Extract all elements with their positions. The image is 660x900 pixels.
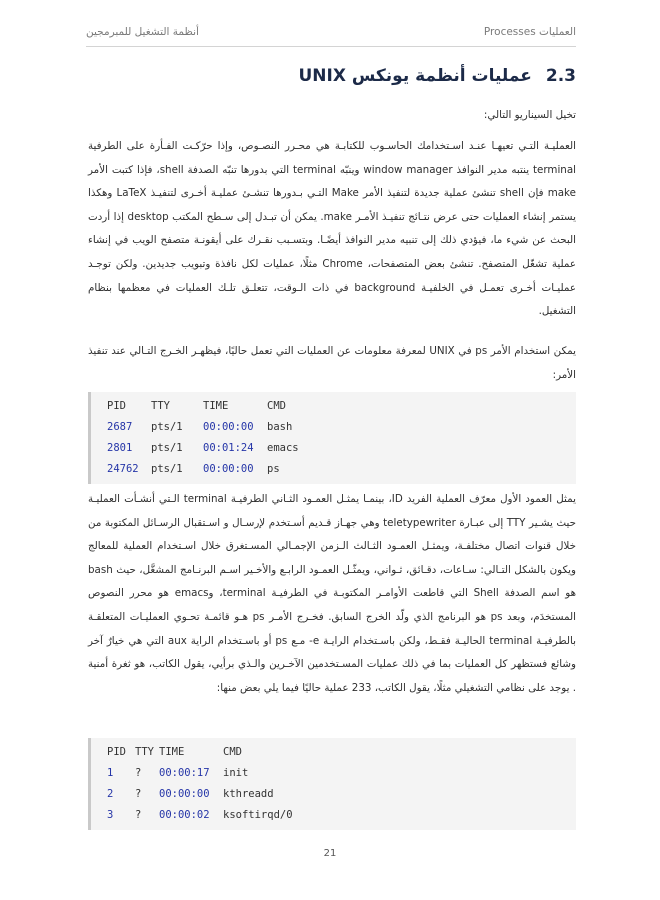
section-title-text: عمليات أنظمة يونكس UNIX <box>298 66 532 86</box>
cell-cmd: kthreadd <box>223 788 274 800</box>
cell-time: 00:00:00 <box>203 463 254 475</box>
col-time: TIME <box>159 746 185 758</box>
paragraph-2: يمكن استخدام الأمر ps في UNIX لمعرفة معلومات عن العمليات التي تعمل حاليًا، فيظهـر الخـرج التـالي عند تنفيذ الأمر: <box>88 345 576 381</box>
cell-tty: pts/1 <box>151 463 183 475</box>
col-pid: PID <box>107 746 126 758</box>
cell-pid: 3 <box>107 809 114 821</box>
col-tty: TTY <box>151 400 170 412</box>
header-chapter: العمليات Processes <box>483 26 576 38</box>
section-title <box>298 66 576 86</box>
cell-time: 00:01:24 <box>203 442 254 454</box>
cell-time: 00:00:17 <box>159 767 210 779</box>
cell-tty: ? <box>135 788 142 800</box>
cell-time: 00:00:02 <box>159 809 210 821</box>
cell-tty: ? <box>135 767 142 779</box>
cell-tty: pts/1 <box>151 421 183 433</box>
cell-cmd: bash <box>267 421 293 433</box>
page-number: 21 <box>323 848 337 859</box>
cell-tty: ? <box>135 809 142 821</box>
col-time: TIME <box>203 400 229 412</box>
code-row <box>91 809 576 829</box>
page-header <box>86 26 576 44</box>
col-pid: PID <box>107 400 126 412</box>
col-tty: TTY <box>135 746 154 758</box>
cell-tty: pts/1 <box>151 442 183 454</box>
code-block-ps-aux <box>88 738 576 830</box>
col-cmd: CMD <box>267 400 286 412</box>
cell-cmd: init <box>223 767 249 779</box>
cell-cmd: ksoftirqd/0 <box>223 809 293 821</box>
code-header-row <box>91 400 576 420</box>
paragraph-1: العمليـة التـي تعيهـا عنـد اسـتخدامك الحاسـوب للكتابـة هي محـرر النصـوص، وإذا حرّكـت الفـأرة على الطرفية terminal ينتبه مدير النوافذ window manager وينبّه terminal التي بدورها تنبّه الصدفة shell، فإذا كتبت الأمر make فإن shell تنشئ عملية جديدة لتنفيذ الأمر Make التـي بـدورها تنشـئ عمليـة أخـرى لتنفيـذ LaTeX وهكذا يستمر إنشاء العمليات حتى عرض نتـائج تنفيـذ الأمـر make. يمكن أن تبـدل إلى سـطح المكتب desktop إذا أردت البحث عن شيء ما، فيؤدي ذلك إلى تنبيه مدير النوافذ أيضًـا. وبتسـبب نقـرك على أيقونـة متصفح الويب في إنشاء عملية تشغّل المتصفح. تنشئ بعض المتصفحات، Chrome مثلًا، عمليات لكل نافذة وتبويب جديدين. ولكن توجـد عمليـات أخـرى تعمـل في الخلفيـة background في ذات الـوقت، تتعلـق تلـك العمليات في معظمها بنظام التشغيل. <box>88 140 577 318</box>
col-cmd: CMD <box>223 746 242 758</box>
cell-cmd: emacs <box>267 442 299 454</box>
cell-cmd: ps <box>267 463 280 475</box>
cell-time: 00:00:00 <box>203 421 254 433</box>
code-block-ps <box>88 392 576 484</box>
intro-text: تخيل السيناريو التالي: <box>483 109 576 121</box>
code-row <box>91 442 576 462</box>
paragraph-3: يمثل العمود الأول معرّف العملية الفريد ID، بينمـا يمثـل العمـود الثـاني الطرفيـة terminal الـتي أنشـأت العمليـة حيث يشـير TTY إلى عبـارة teletypewriter وهي جهـاز قـديم أسـتخدم لإرسـال و اسـتقبال الرسـائل المكتوبة من خلال قنوات اتصال مختلفـة، ويمثـل العمـود الثـالث الـزمن الإجمـالي المسـتغرق خلال اسـتخدام العملية للمعالج ويكون بالشكل التـالي: سـاعات، دقـائق، ثـواني، ويمثّـل العمـود الرابـع والأخـير اسـم البرنـامج المشغَّل، حيث bash هو اسم الصدفة Shell التي قاطعت الأوامـر المكتوبـة في الطرفيـة terminal، وemacs هو محرر النصوص المستخدَم، وبعد ps هو البرنامج الذي ولّد الخرج السابق. فخـرج الأمـر ps هـو قائمـة تحـوي العمليـات المتعلقـة بالطرفيـة terminal الحاليـة فقـط، ولكن باسـتخدام الرايـة ‎-e مـع ps أو باسـتخدام الراية aux التي هي خيارٌ آخر وشائع فستظهر كل العمليات بما في ذلك عمليات المسـتخدمين الآخـرين والـذي برأيي، يقول الكاتب، هو ثغرة أمنية . يوجد على نظامي التشغيلي مثلًا، يقول الكاتب، 233 عملية حاليًا فيما يلي بعض منها: <box>88 493 577 694</box>
cell-pid: 1 <box>107 767 114 779</box>
cell-time: 00:00:00 <box>159 788 210 800</box>
code-row <box>91 421 576 441</box>
code-row <box>91 463 576 483</box>
section-number: 2.3 <box>545 66 576 86</box>
cell-pid: 2 <box>107 788 114 800</box>
cell-pid: 24762 <box>107 463 139 475</box>
cell-pid: 2687 <box>107 421 133 433</box>
cell-pid: 2801 <box>107 442 133 454</box>
code-row <box>91 767 576 787</box>
code-header-row <box>91 746 576 766</box>
header-divider <box>86 46 576 47</box>
header-book-title: أنظمة التشغيل للمبرمجين <box>86 26 199 38</box>
code-row <box>91 788 576 808</box>
